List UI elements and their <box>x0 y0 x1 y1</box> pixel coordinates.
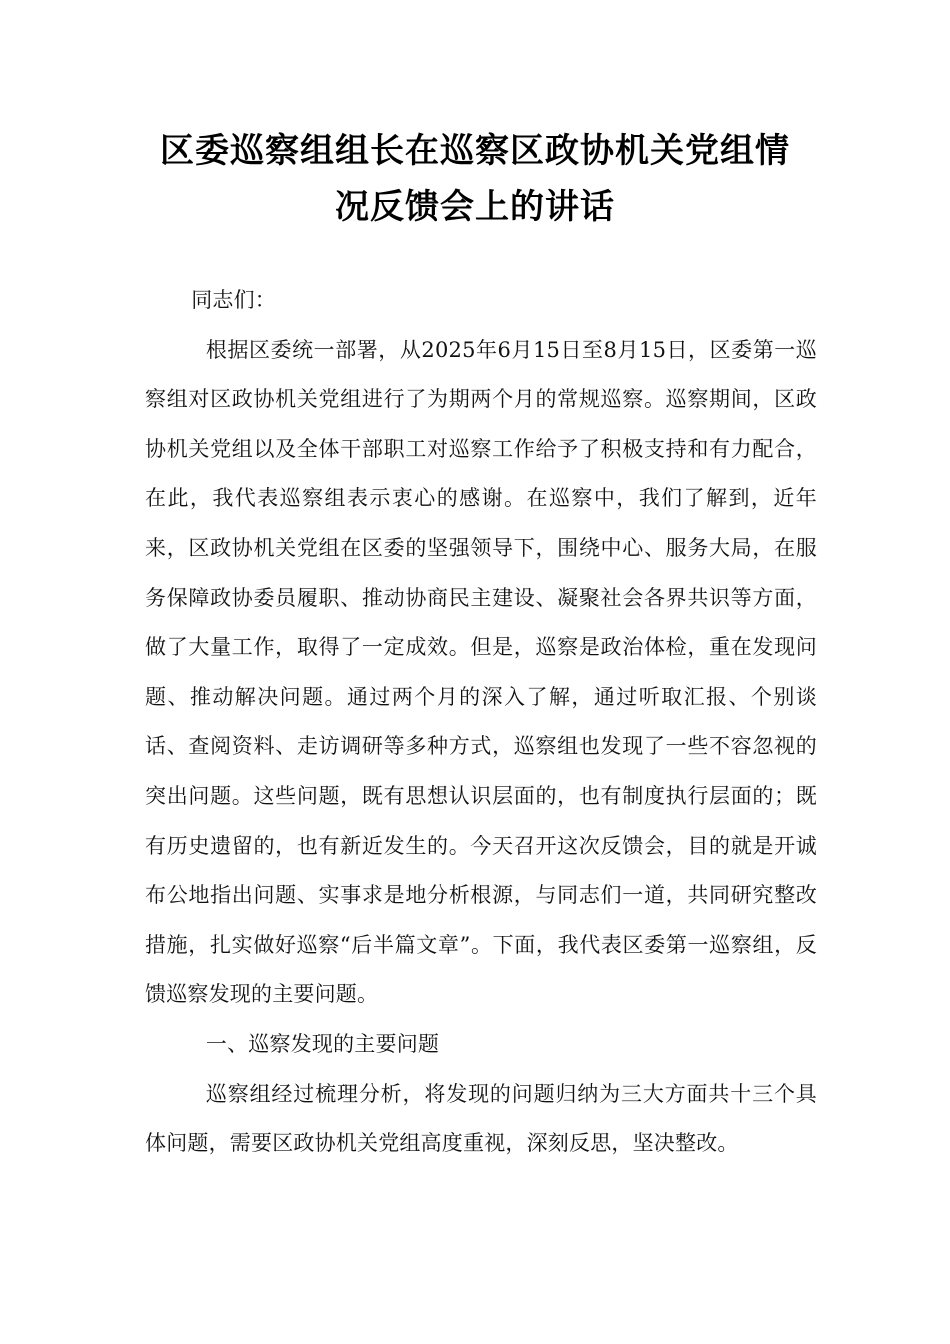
document-title-line-2: 况反馈会上的讲话 <box>335 187 615 227</box>
document-title-line-1: 区委巡察组组长在巡察区政协机关党组情 <box>160 131 790 171</box>
document-body <box>145 276 817 1169</box>
salutation: 同志们： <box>191 288 276 312</box>
section-heading: 一、巡察发现的主要问题 <box>205 1031 440 1056</box>
body-paragraph: 巡察组经过梳理分析，将发现的问题归纳为三大方面共十三个具体问题，需要区政协机关党组高度重视，深刻反思，坚决整改。 <box>145 1081 817 1156</box>
body-paragraph: 根据区委统一部署，从2025年6月15日至8月15日，区委第一巡察组对区政协机关党组进行了为期两个月的常规巡察。巡察期间，区政协机关党组以及全体干部职工对巡察工作给予了积极支持和有力配合，在此，我代表巡察组表示衷心的感谢。在巡察中，我们了解到，近年来，区政协机关党组在区委的坚强领导下，围绕中心、服务大局，在服务保障政协委员履职、推动协商民主建设、凝聚社会各界共识等方面，做了大量工作，取得了一定成效。但是，巡察是政治体检，重在发现问题、推动解决问题。通过两个月的深入了解，通过听取汇报、个别谈话、查阅资料、走访调研等多种方式，巡察组也发现了一些不容忽视的突出问题。这些问题，既有思想认识层面的，也有制度执行层面的；既有历史遗留的，也有新近发生的。今天召开这次反馈会，目的就是开诚布公地指出问题、实事求是地分析根源，与同志们一道，共同研究整改措施，扎实做好巡察“后半篇文章”。下面，我代表区委第一巡察组，反馈巡察发现的主要问题。 <box>145 337 817 1007</box>
